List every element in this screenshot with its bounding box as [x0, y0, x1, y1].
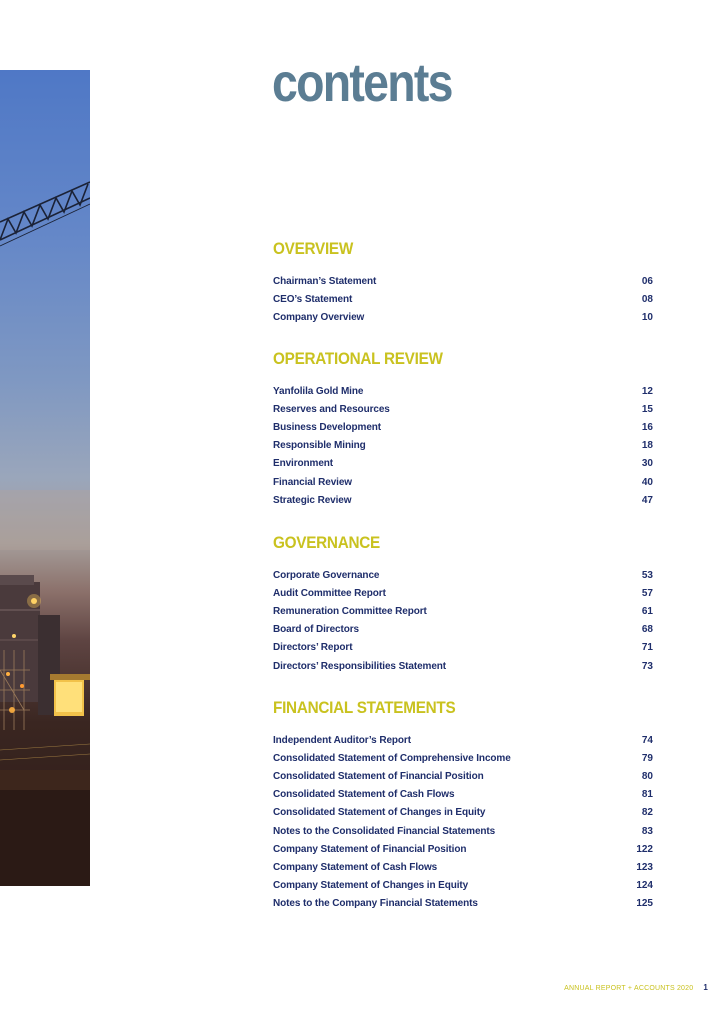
entry-page: 10 — [641, 311, 653, 323]
entry-label: Corporate Governance — [273, 569, 380, 581]
toc-entry[interactable] — [273, 749, 653, 767]
toc-entry[interactable] — [273, 657, 653, 675]
entry-page: 125 — [636, 898, 653, 910]
toc-entry[interactable] — [273, 566, 653, 584]
entry-label: Business Development — [273, 421, 382, 433]
toc-section-overview — [273, 239, 653, 327]
entry-label: Notes to the Consolidated Financial Statements — [273, 825, 496, 837]
entry-label: Yanfolila Gold Mine — [273, 385, 364, 397]
entry-page: 123 — [636, 861, 653, 873]
toc-entry[interactable] — [273, 877, 653, 895]
entry-page: 81 — [641, 789, 653, 801]
toc-entry[interactable] — [273, 895, 653, 913]
entry-label: Notes to the Company Financial Statements — [273, 898, 478, 910]
toc-entry[interactable] — [273, 602, 653, 620]
footer-text: ANNUAL REPORT + ACCOUNTS 2020 — [564, 985, 694, 992]
toc-entry[interactable] — [273, 822, 653, 840]
toc-entry[interactable] — [273, 731, 653, 749]
entry-page: 124 — [636, 880, 653, 892]
section-heading: OPERATIONAL REVIEW — [273, 349, 443, 368]
toc-entry[interactable] — [273, 272, 653, 290]
entry-page: 82 — [641, 807, 653, 819]
entry-page: 71 — [641, 642, 653, 654]
section-heading: FINANCIAL STATEMENTS — [273, 698, 456, 717]
entry-page: 16 — [641, 421, 653, 433]
toc-section-operational-review — [273, 349, 653, 509]
toc-entry[interactable] — [273, 786, 653, 804]
section-heading: GOVERNANCE — [273, 533, 380, 552]
mine-site-illustration — [0, 70, 90, 886]
entry-label: Company Statement of Cash Flows — [273, 861, 438, 873]
entry-label: Consolidated Statement of Financial Position — [273, 770, 484, 782]
toc-section-governance — [273, 533, 653, 675]
toc-entry[interactable] — [273, 418, 653, 436]
entry-label: Company Statement of Financial Position — [273, 843, 467, 855]
entry-page: 79 — [641, 752, 653, 764]
toc-entry[interactable] — [273, 767, 653, 785]
entry-label: Strategic Review — [273, 494, 352, 506]
toc-section-financial-statements — [273, 698, 653, 913]
entry-label: Consolidated Statement of Comprehensive Income — [273, 752, 511, 764]
entry-page: 06 — [641, 275, 653, 287]
cover-photo-mine-site — [0, 70, 90, 886]
entry-label: CEO’s Statement — [273, 293, 353, 305]
toc-entry[interactable] — [273, 290, 653, 308]
toc-entry[interactable] — [273, 308, 653, 326]
entry-page: 30 — [641, 458, 653, 470]
entry-label: Remuneration Committee Report — [273, 605, 427, 617]
entry-label: Chairman’s Statement — [273, 275, 377, 287]
section-heading: OVERVIEW — [273, 239, 354, 258]
entry-label: Board of Directors — [273, 624, 359, 636]
entry-label: Responsible Mining — [273, 440, 366, 452]
entry-page: 80 — [641, 770, 653, 782]
toc-entry[interactable] — [273, 584, 653, 602]
entry-page: 47 — [641, 494, 653, 506]
entry-label: Directors’ Responsibilities Statement — [273, 660, 447, 672]
entry-page: 73 — [641, 660, 653, 672]
entry-page: 83 — [641, 825, 653, 837]
entry-page: 40 — [641, 476, 653, 488]
entry-label: Reserves and Resources — [273, 403, 390, 415]
entry-page: 68 — [641, 624, 653, 636]
entry-page: 122 — [636, 843, 653, 855]
entry-label: Directors’ Report — [273, 642, 353, 654]
entry-page: 74 — [641, 734, 653, 746]
toc-entry[interactable] — [273, 639, 653, 657]
entry-label: Company Statement of Changes in Equity — [273, 880, 469, 892]
entry-label: Company Overview — [273, 311, 365, 323]
entry-page: 12 — [641, 385, 653, 397]
entry-page: 18 — [641, 440, 653, 452]
toc-entry[interactable] — [273, 840, 653, 858]
toc-entry[interactable] — [273, 400, 653, 418]
entry-page: 57 — [641, 587, 653, 599]
toc-entry[interactable] — [273, 382, 653, 400]
page-footer — [564, 983, 708, 992]
toc-entry[interactable] — [273, 804, 653, 822]
entry-page: 61 — [641, 605, 653, 617]
page-title: contents — [272, 53, 452, 113]
footer-page-number: 1 — [703, 983, 708, 992]
toc-entry[interactable] — [273, 621, 653, 639]
entry-label: Financial Review — [273, 476, 352, 488]
entry-page: 08 — [641, 293, 653, 305]
entry-page: 15 — [641, 403, 653, 415]
entry-page: 53 — [641, 569, 653, 581]
toc-entry[interactable] — [273, 473, 653, 491]
entry-label: Audit Committee Report — [273, 587, 386, 599]
toc-entry[interactable] — [273, 491, 653, 509]
entry-label: Independent Auditor’s Report — [273, 734, 411, 746]
entry-label: Consolidated Statement of Cash Flows — [273, 789, 455, 801]
toc-entry[interactable] — [273, 455, 653, 473]
toc-entry[interactable] — [273, 858, 653, 876]
entry-label: Consolidated Statement of Changes in Equity — [273, 807, 486, 819]
entry-label: Environment — [273, 458, 334, 470]
toc-entry[interactable] — [273, 437, 653, 455]
